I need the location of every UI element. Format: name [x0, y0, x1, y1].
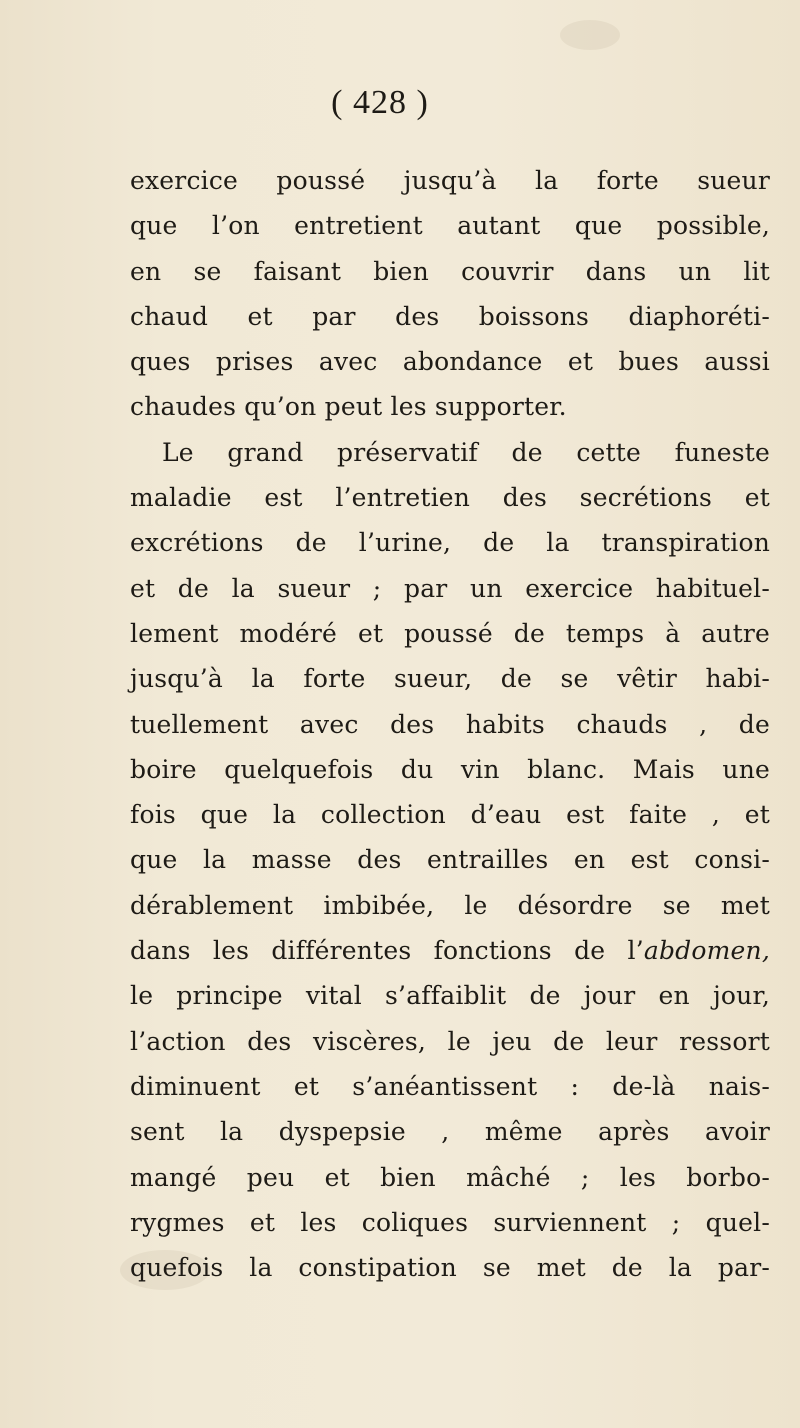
text-line: fois que la collection d’eau est faite , et: [130, 800, 770, 830]
text-line: diminuent et s’anéantissent : de-là nais-: [130, 1071, 770, 1101]
page-number: ( 428 ): [331, 84, 429, 121]
text-line: chaud et par des boissons diaphoréti-: [130, 301, 770, 331]
text-line: le principe vital s’affaiblit de jour en jour,: [130, 981, 770, 1011]
text-line: sent la dyspepsie , même après avoir: [130, 1117, 770, 1147]
text-line: dérablement imbibée, le désordre se met: [130, 890, 770, 920]
text-line: et de la sueur ; par un exercice habituel-: [130, 573, 770, 603]
text-line: jusqu’à la forte sueur, de se vêtir habi-: [130, 664, 770, 694]
text-line: Le grand préservatif de cette funeste: [162, 437, 770, 467]
paper-stain: [560, 20, 620, 50]
text-line: quefois la constipation se met de la par-: [130, 1253, 770, 1283]
text-line: que la masse des entrailles en est consi-: [130, 845, 770, 875]
body-text: [130, 158, 770, 1290]
text-line: excrétions de l’urine, de la transpiration: [130, 528, 770, 558]
text-line: rygmes et les coliques surviennent ; quel-: [130, 1207, 770, 1237]
line-prefix: dans les différentes fonctions de l’: [130, 936, 644, 966]
text-line: l’action des viscères, le jeu de leur ressort: [130, 1026, 770, 1056]
text-line: exercice poussé jusqu’à la forte sueur: [130, 166, 770, 195]
text-line: chaudes qu’on peut les supporter.: [130, 392, 567, 422]
italic-word: abdomen,: [643, 936, 770, 966]
text-line: en se faisant bien couvrir dans un lit: [130, 256, 770, 286]
text-line: tuellement avec des habits chauds , de: [130, 709, 770, 739]
text-line: boire quelquefois du vin blanc. Mais une: [130, 754, 770, 784]
text-line: maladie est l’entretien des secrétions et: [130, 483, 770, 513]
text-line-with-italic: [130, 928, 770, 973]
text-line: lement modéré et poussé de temps à autre: [130, 618, 770, 648]
text-line: ques prises avec abondance et bues aussi: [130, 347, 770, 377]
text-line: mangé peu et bien mâché ; les borbo-: [130, 1162, 770, 1192]
text-line: que l’on entretient autant que possible,: [130, 211, 770, 241]
